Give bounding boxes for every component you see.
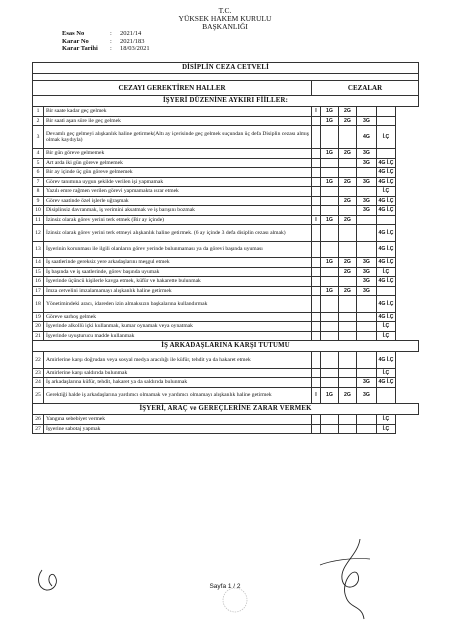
offence-text: İş saatlerinde gereksiz yere arkadaşlarını meşgul etmek [44, 258, 312, 268]
penalty-cell [357, 225, 377, 242]
penalty-cell: İ.Ç [377, 331, 396, 341]
offence-text: Göreve sarhoş gelmek [44, 312, 312, 322]
offence-text: Görev tanımına uygun şekilde verilen işi yapmamak [44, 177, 312, 187]
offence-text: Gerektiği halde iş arkadaşlarına yardımcı olmamak ve yardımcı olmamayı alışkanlık haline getirmek [44, 387, 312, 404]
penalty-cell [312, 241, 321, 258]
penalty-cell: 2G [339, 267, 357, 277]
row-number: 12 [33, 225, 44, 242]
table-row [33, 322, 419, 332]
table-row [33, 168, 419, 178]
penalty-cell: 1G [321, 116, 339, 126]
section-header-row [33, 341, 419, 352]
offence-text: İş arkadaşlarına küfür, tehdit, hakaret ya da saldırıda bulunmak [44, 378, 312, 388]
meta-label: Karar Tarihi [62, 45, 98, 53]
table-row [33, 215, 419, 225]
penalty-cell [339, 126, 357, 149]
penalty-cell [321, 424, 339, 434]
table-row [33, 296, 419, 313]
penalty-cell [321, 225, 339, 242]
table-row [33, 352, 419, 369]
offence-text: İzinsiz olarak görev yerini terk etmek (Bir ay içinde) [44, 215, 312, 225]
penalty-cell: 3G [357, 267, 377, 277]
row-number: 14 [33, 258, 44, 268]
penalty-cell: 4G İ.Ç [378, 313, 394, 320]
penalty-cell [357, 424, 377, 434]
penalty-cell [357, 168, 377, 178]
table-row [33, 267, 419, 277]
table-row [33, 116, 419, 126]
table-row [33, 378, 419, 388]
row-number: 5 [33, 158, 44, 168]
penalty-cell: I [312, 215, 321, 225]
penalty-cell [321, 126, 339, 149]
penalty-cell [312, 312, 321, 322]
penalty-cell [321, 158, 339, 168]
section-title: İŞYERİ DÜZENİNE AYKIRI FİİLLER: [33, 96, 419, 107]
offence-text: Amirlerine karşı doğrudan veya sosyal medya aracılığı ile küfür, tehdit ya da hakaret etmek [44, 352, 312, 369]
penalty-cell [357, 187, 377, 197]
meta-label: Karar No [62, 37, 89, 45]
penalty-cell [312, 267, 321, 277]
penalty-cell [339, 187, 357, 197]
meta-label: Esas No [62, 30, 85, 37]
penalty-cell: 4G İ.Ç [378, 379, 394, 386]
table-row [33, 258, 419, 268]
table-row [33, 331, 419, 341]
table-row [33, 424, 419, 434]
penalty-cell [312, 378, 321, 388]
row-number: 25 [33, 387, 44, 404]
penalty-cell [312, 206, 321, 216]
header-tc: T.C. [218, 6, 232, 15]
penalty-cell [357, 322, 377, 332]
penalty-cell [339, 322, 357, 332]
penalty-cell [312, 322, 321, 332]
table-row [33, 206, 419, 216]
offence-text: İşyerinde üçüncü kişilerle kavga etmek, küfür ve hakarette bulunmak [44, 277, 312, 287]
penalty-cell [377, 387, 396, 404]
penalty-cell [339, 415, 357, 425]
penalty-cell [339, 312, 357, 322]
penalty-cell [357, 352, 377, 369]
offence-text: İşyerinin korunması ile ilgili olanların görev yerinde bulunmaması ya da görevi başında uyuması [44, 241, 312, 258]
table-row [33, 312, 419, 322]
offence-text: İş başında ve iş saatlerinde, görev başında uyumak [44, 267, 312, 277]
penalty-cell [321, 241, 339, 258]
penalty-cell: İ.Ç [377, 424, 396, 434]
penalty-cell: 4G İ.Ç [378, 259, 394, 266]
column-header-offences: CEZAYI GEREKTİREN HALLER [33, 81, 312, 96]
penalty-cell: 3G [357, 286, 377, 296]
penalty-cell: 4G [357, 126, 377, 149]
row-number: 3 [33, 126, 44, 149]
row-number: 7 [33, 177, 44, 187]
table-row [33, 107, 419, 117]
offence-text: Art arda iki gün göreve gelmemek [44, 158, 312, 168]
penalty-cell [312, 352, 321, 369]
official-stamp [215, 585, 255, 615]
penalty-cell [339, 296, 357, 313]
penalty-cell: 1G [321, 387, 339, 404]
penalty-cell: 4G İ.Ç [378, 169, 394, 176]
section-header-row [33, 96, 419, 107]
offence-text: Bir saate kadar geç gelmek [44, 107, 312, 117]
offence-text: Devamlı geç gelmeyi alışkanlık haline getirmek(Altı ay içerisinde geç gelmek suçundan üç defa Disiplin cezası almış olmak kaydıyla) [44, 126, 312, 149]
penalty-cell [357, 241, 377, 258]
penalty-cell [339, 168, 357, 178]
row-number: 6 [33, 168, 44, 178]
penalty-cell [312, 225, 321, 242]
offence-text: Yönetimindeki aracı, idareden izin almaksızın başkalarına kullandırmak [44, 296, 312, 313]
table-spacer-row [33, 74, 419, 81]
meta-value: 18/03/2021 [120, 45, 150, 53]
penalty-cell: 4G İ.Ç [378, 197, 394, 204]
penalty-cell: 1G [321, 258, 339, 268]
penalty-cell [321, 312, 339, 322]
penalty-cell: 1G [321, 286, 339, 296]
table-row [33, 225, 419, 242]
penalty-cell: 2G [339, 387, 357, 404]
section-title: İŞYERİ, ARAÇ ve GEREÇLERİNE ZARAR VERMEK [33, 404, 419, 415]
offence-text: İşyerine sabotaj yapmak [44, 424, 312, 434]
header-institution: YÜKSEK HAKEM KURULU [178, 14, 272, 23]
header-presidency: BAŞKANLIĞI [202, 22, 248, 31]
table-row [33, 368, 419, 378]
table-row [33, 126, 419, 149]
offence-text: İşyerinde alkollü içki kullanmak, kumar oynamak veya oynatmak [44, 322, 312, 332]
penalty-cell: 3G [357, 196, 377, 206]
penalty-cell: 4G İ.Ç [378, 159, 394, 166]
penalty-cell [339, 378, 357, 388]
penalty-cell: 4G İ.Ç [377, 241, 396, 258]
row-number: 8 [33, 187, 44, 197]
table-title-row [33, 63, 419, 74]
penalty-cell: 2G [339, 258, 357, 268]
penalty-cell: 3G [357, 158, 377, 168]
penalty-cell: İ.Ç [377, 415, 396, 425]
penalty-cell [339, 206, 357, 216]
column-header-row [33, 81, 419, 96]
penalty-cell: İ.Ç [377, 322, 396, 332]
penalty-cell [312, 277, 321, 287]
row-number: 9 [33, 196, 44, 206]
row-number: 21 [33, 331, 44, 341]
offence-text: Disiplinsiz davranmak, iş verimini aksatmak ve iş barışını bozmak [44, 206, 312, 216]
table-row [33, 387, 419, 404]
penalty-cell [357, 331, 377, 341]
column-header-penalties: CEZALAR [312, 81, 419, 96]
penalty-cell [339, 158, 357, 168]
meta-row-karar: Karar No : 2021/183 [62, 37, 145, 45]
row-number: 2 [33, 116, 44, 126]
penalty-cell [339, 225, 357, 242]
page-number: Sayfa 1 / 2 [209, 583, 241, 590]
penalty-cell [321, 378, 339, 388]
penalty-cell [312, 196, 321, 206]
penalty-cell: I [312, 107, 321, 117]
penalty-cell [339, 331, 357, 341]
penalty-cell [312, 149, 321, 159]
offence-text: İzinsiz olarak görev yerini terk etmeyi alışkanlık haline getirmek. (6 ay içinde 3 defa disiplin cezası almak) [44, 225, 312, 242]
penalty-cell: 3G [357, 116, 377, 126]
penalty-cell [357, 296, 377, 313]
penalty-cell [339, 277, 357, 287]
penalty-cell [312, 331, 321, 341]
penalty-cell [312, 177, 321, 187]
penalty-cell [321, 277, 339, 287]
penalty-cell: İ.Ç [377, 267, 396, 277]
penalty-cell [321, 352, 339, 369]
penalty-cell [312, 258, 321, 268]
table-row [33, 286, 419, 296]
row-number: 27 [33, 424, 44, 434]
penalty-cell [339, 352, 357, 369]
offence-text: Yangına sebebiyet vermek [44, 415, 312, 425]
offence-text: Bir gün göreve gelmemek [44, 149, 312, 159]
section-header-row [33, 404, 419, 415]
penalty-cell: 3G [357, 206, 377, 216]
row-number: 11 [33, 215, 44, 225]
row-number: 20 [33, 322, 44, 332]
meta-value: 2021/183 [120, 37, 145, 45]
penalty-cell [377, 215, 396, 225]
penalty-cell: 3G [357, 277, 377, 287]
penalty-cell: 1G [321, 107, 339, 117]
penalty-cell [321, 368, 339, 378]
penalty-cell [321, 415, 339, 425]
penalty-cell: 4G İ.Ç [378, 207, 394, 214]
handwritten-signature [300, 535, 390, 625]
offence-text: İşyerinde uyuşturucu madde kullanmak [44, 331, 312, 341]
row-number: 10 [33, 206, 44, 216]
table-title: DİSİPLİN CEZA CETVELİ [33, 63, 419, 74]
penalty-cell [312, 286, 321, 296]
penalty-cell: 4G İ.Ç [377, 352, 396, 369]
penalty-cell: 3G [357, 258, 377, 268]
penalty-cell [357, 415, 377, 425]
penalty-cell [377, 286, 396, 296]
penalty-cell: 2G [339, 286, 357, 296]
table-row [33, 187, 419, 197]
penalty-cell: İ.Ç [377, 126, 396, 149]
penalty-cell [321, 196, 339, 206]
penalty-cell: 1G [321, 215, 339, 225]
meta-value: 2021/14 [120, 30, 142, 37]
row-number: 23 [33, 368, 44, 378]
table-row [33, 177, 419, 187]
penalty-cell: I [312, 387, 321, 404]
penalty-cell [357, 368, 377, 378]
penalty-cell: 4G İ.Ç [377, 296, 396, 313]
row-number: 26 [33, 415, 44, 425]
table-row [33, 277, 419, 287]
penalty-cell: 2G [339, 215, 357, 225]
penalty-cell [377, 116, 396, 126]
penalty-cell [321, 331, 339, 341]
section-title: İŞ ARKADAŞLARINA KARŞI TUTUMU [33, 341, 419, 352]
penalty-cell: 3G [357, 149, 377, 159]
penalty-cell: 3G [357, 177, 377, 187]
penalty-cell [312, 415, 321, 425]
penalty-cell [312, 368, 321, 378]
penalty-cell: 4G İ.Ç [378, 278, 394, 285]
penalty-cell [339, 241, 357, 258]
penalty-cell: 1G [321, 177, 339, 187]
penalty-cell: 4G İ.Ç [378, 178, 394, 185]
penalty-table [32, 62, 419, 434]
penalty-cell [321, 296, 339, 313]
offence-text: Bir ay içinde üç gün göreve gelmemek [44, 168, 312, 178]
penalty-cell: 2G [339, 107, 357, 117]
row-number: 13 [33, 241, 44, 258]
offence-text: Yazılı emre rağmen verilen görevi yapmamakta ısrar etmek [44, 187, 312, 197]
penalty-cell [357, 215, 377, 225]
row-number: 16 [33, 277, 44, 287]
row-number: 17 [33, 286, 44, 296]
table-row [33, 241, 419, 258]
row-number: 4 [33, 149, 44, 159]
penalty-cell [357, 107, 377, 117]
offence-text: Bir saati aşan süre ile geç gelmek [44, 116, 312, 126]
meta-row-tarih: Karar Tarihi : 18/03/2021 [62, 45, 150, 53]
offence-text: İmza cetvelini imzalamamayı alışkanlık haline getirmek [44, 286, 312, 296]
penalty-cell [321, 322, 339, 332]
offence-text: Amirlerine karşı saldırıda bulunmak [44, 368, 312, 378]
penalty-cell: 2G [339, 149, 357, 159]
penalty-cell [312, 187, 321, 197]
initial-signature [34, 560, 74, 600]
penalty-cell [321, 267, 339, 277]
table-row [33, 149, 419, 159]
row-number: 18 [33, 296, 44, 313]
penalty-cell: 2G [339, 116, 357, 126]
penalty-cell [377, 149, 396, 159]
penalty-cell [312, 158, 321, 168]
penalty-cell: 2G [339, 177, 357, 187]
case-metadata [62, 30, 150, 53]
penalty-cell [321, 206, 339, 216]
row-number: 19 [33, 312, 44, 322]
penalty-cell [312, 424, 321, 434]
penalty-cell: İ.Ç [377, 368, 396, 378]
penalty-cell [339, 368, 357, 378]
row-number: 22 [33, 352, 44, 369]
penalty-cell [357, 312, 377, 322]
penalty-cell [377, 107, 396, 117]
penalty-cell [321, 168, 339, 178]
table-row [33, 196, 419, 206]
penalty-cell [312, 116, 321, 126]
row-number: 1 [33, 107, 44, 117]
penalty-cell: İ.Ç [377, 187, 396, 197]
penalty-cell [339, 424, 357, 434]
meta-row-esas: Esas No : 2021/14 [62, 30, 142, 37]
penalty-cell: 3G [357, 387, 377, 404]
penalty-cell: 3G [357, 378, 377, 388]
penalty-cell: 1G [321, 149, 339, 159]
offence-text: Görev saatinde özel işlerle uğraşmak [44, 196, 312, 206]
table-row [33, 415, 419, 425]
penalty-cell: 2G [339, 196, 357, 206]
penalty-cell [321, 187, 339, 197]
penalty-cell [312, 126, 321, 149]
row-number: 15 [33, 267, 44, 277]
penalty-cell [312, 168, 321, 178]
table-row [33, 158, 419, 168]
penalty-cell: 4G İ.Ç [377, 225, 396, 242]
penalty-cell [312, 296, 321, 313]
row-number: 24 [33, 378, 44, 388]
